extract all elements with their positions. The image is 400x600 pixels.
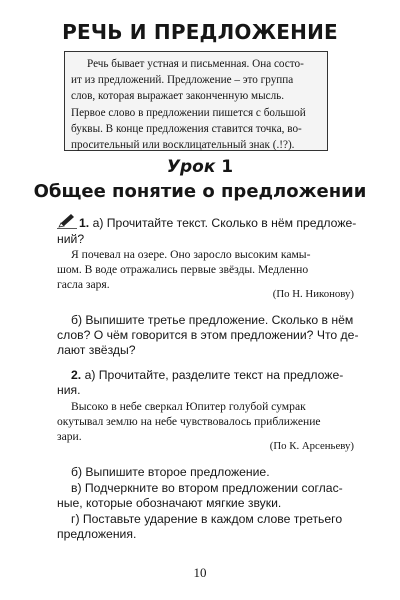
topic-title: Общее понятие о предложении [33,181,367,202]
pencil-icon [56,213,78,229]
exercise-2-task-c-line: ные, которые обозначают мягкие звуки. [57,496,282,510]
lesson-word: Урок [166,157,216,177]
exercise-2-task-a-line: ния. [57,383,81,397]
exercise-1-text-line: Я почевал на озере. Оно заросло высоким камы- [71,248,311,261]
exercise-1-number: 1. [79,216,90,230]
rule-line: буквы. В конце предложения ставится точка, во- [71,122,302,135]
exercise-2-task-b: б) Выпишите второе предложение. [71,465,270,479]
exercise-2-text-line: зари. [57,430,82,443]
page-number: 10 [193,565,207,580]
lesson-number: 1 [221,157,234,177]
exercise-1-text-line: шом. В воде отражались первые звёзды. Медленно [57,263,309,276]
exercise-2-task-d-line: предложения. [57,527,137,541]
rule-line: Первое слово в предложении пишется с большой [71,106,306,119]
exercise-2-text-line: Высоко в небе сверкал Юпитер голубой сумрак [71,400,306,413]
exercise-2-credit: (По К. Арсеньеву) [269,440,354,452]
exercise-2-task-c-line: в) Подчеркните во втором предложении соглас- [71,481,343,495]
exercise-2-task-a [71,368,343,382]
exercise-1-text-line: гасла заря. [57,278,110,291]
rule-box [64,51,328,151]
exercise-2-task-a-line: а) Прочитайте, разделите текст на предложе- [84,368,344,382]
exercise-2-task-d-line: г) Поставьте ударение в каждом слове третьего [71,512,343,526]
exercise-2-number: 2. [71,368,82,382]
exercise-1-task-b-line: лают звёзды? [57,343,136,357]
exercise-1-task-a-line: ний? [57,232,85,246]
rule-line: ит из предложений. Предложение – это группа [71,74,294,87]
exercise-1-task-a-line: а) Прочитайте текст. Сколько в нём предложе- [92,216,357,230]
exercise-1-task-b-line: слов? О чём говорится в этом предложении? Что де- [57,328,359,342]
exercise-2-text-line: окутывал землю на небе чувствовалось приближение [57,415,321,428]
section-title: РЕЧЬ И ПРЕДЛОЖЕНИЕ [62,20,338,44]
exercise-1-credit: (По Н. Никонову) [272,288,354,300]
lesson-heading [0,157,400,177]
rule-line: слов, которая выражает законченную мысль. [71,90,285,103]
exercise-1-task-a [79,216,356,230]
rule-line: просительный или восклицательный знак (.!?). [71,139,295,152]
rule-line: Речь бывает устная и письменная. Она состо- [87,58,304,70]
exercise-1-task-b-line: б) Выпишите третье предложение. Сколько в нём [71,313,354,327]
